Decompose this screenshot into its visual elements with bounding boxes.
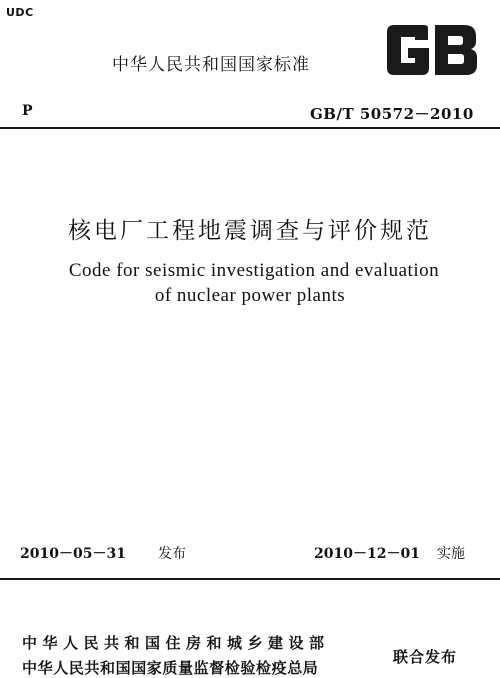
issue-label: 发布 (158, 546, 186, 562)
category-code: P (22, 103, 33, 119)
issuer-aqsiq: 中华人民共和国国家质量监督检验检疫总局 (22, 659, 319, 677)
issue-date: 2010－05－31 (20, 546, 126, 562)
standard-number: GB/T 50572－2010 (310, 105, 474, 123)
gb-logo (384, 22, 480, 78)
national-standard-heading: 中华人民共和国国家标准 (112, 55, 310, 75)
implementation-label: 实施 (437, 546, 465, 562)
udc-label: UDC (6, 6, 34, 19)
implementation-date: 2010－12－01 (314, 546, 420, 562)
title-chinese: 核电厂工程地震调查与评价规范 (68, 218, 432, 244)
top-divider (0, 127, 500, 129)
bottom-divider (0, 578, 500, 580)
issuer-ministry-housing: 中华人民共和国住房和城乡建设部 (22, 634, 330, 652)
title-english-line2: of nuclear power plants (154, 285, 346, 306)
joint-release-label: 联合发布 (393, 648, 458, 666)
title-english-line1: Code for seismic investigation and evaluation (68, 260, 440, 281)
